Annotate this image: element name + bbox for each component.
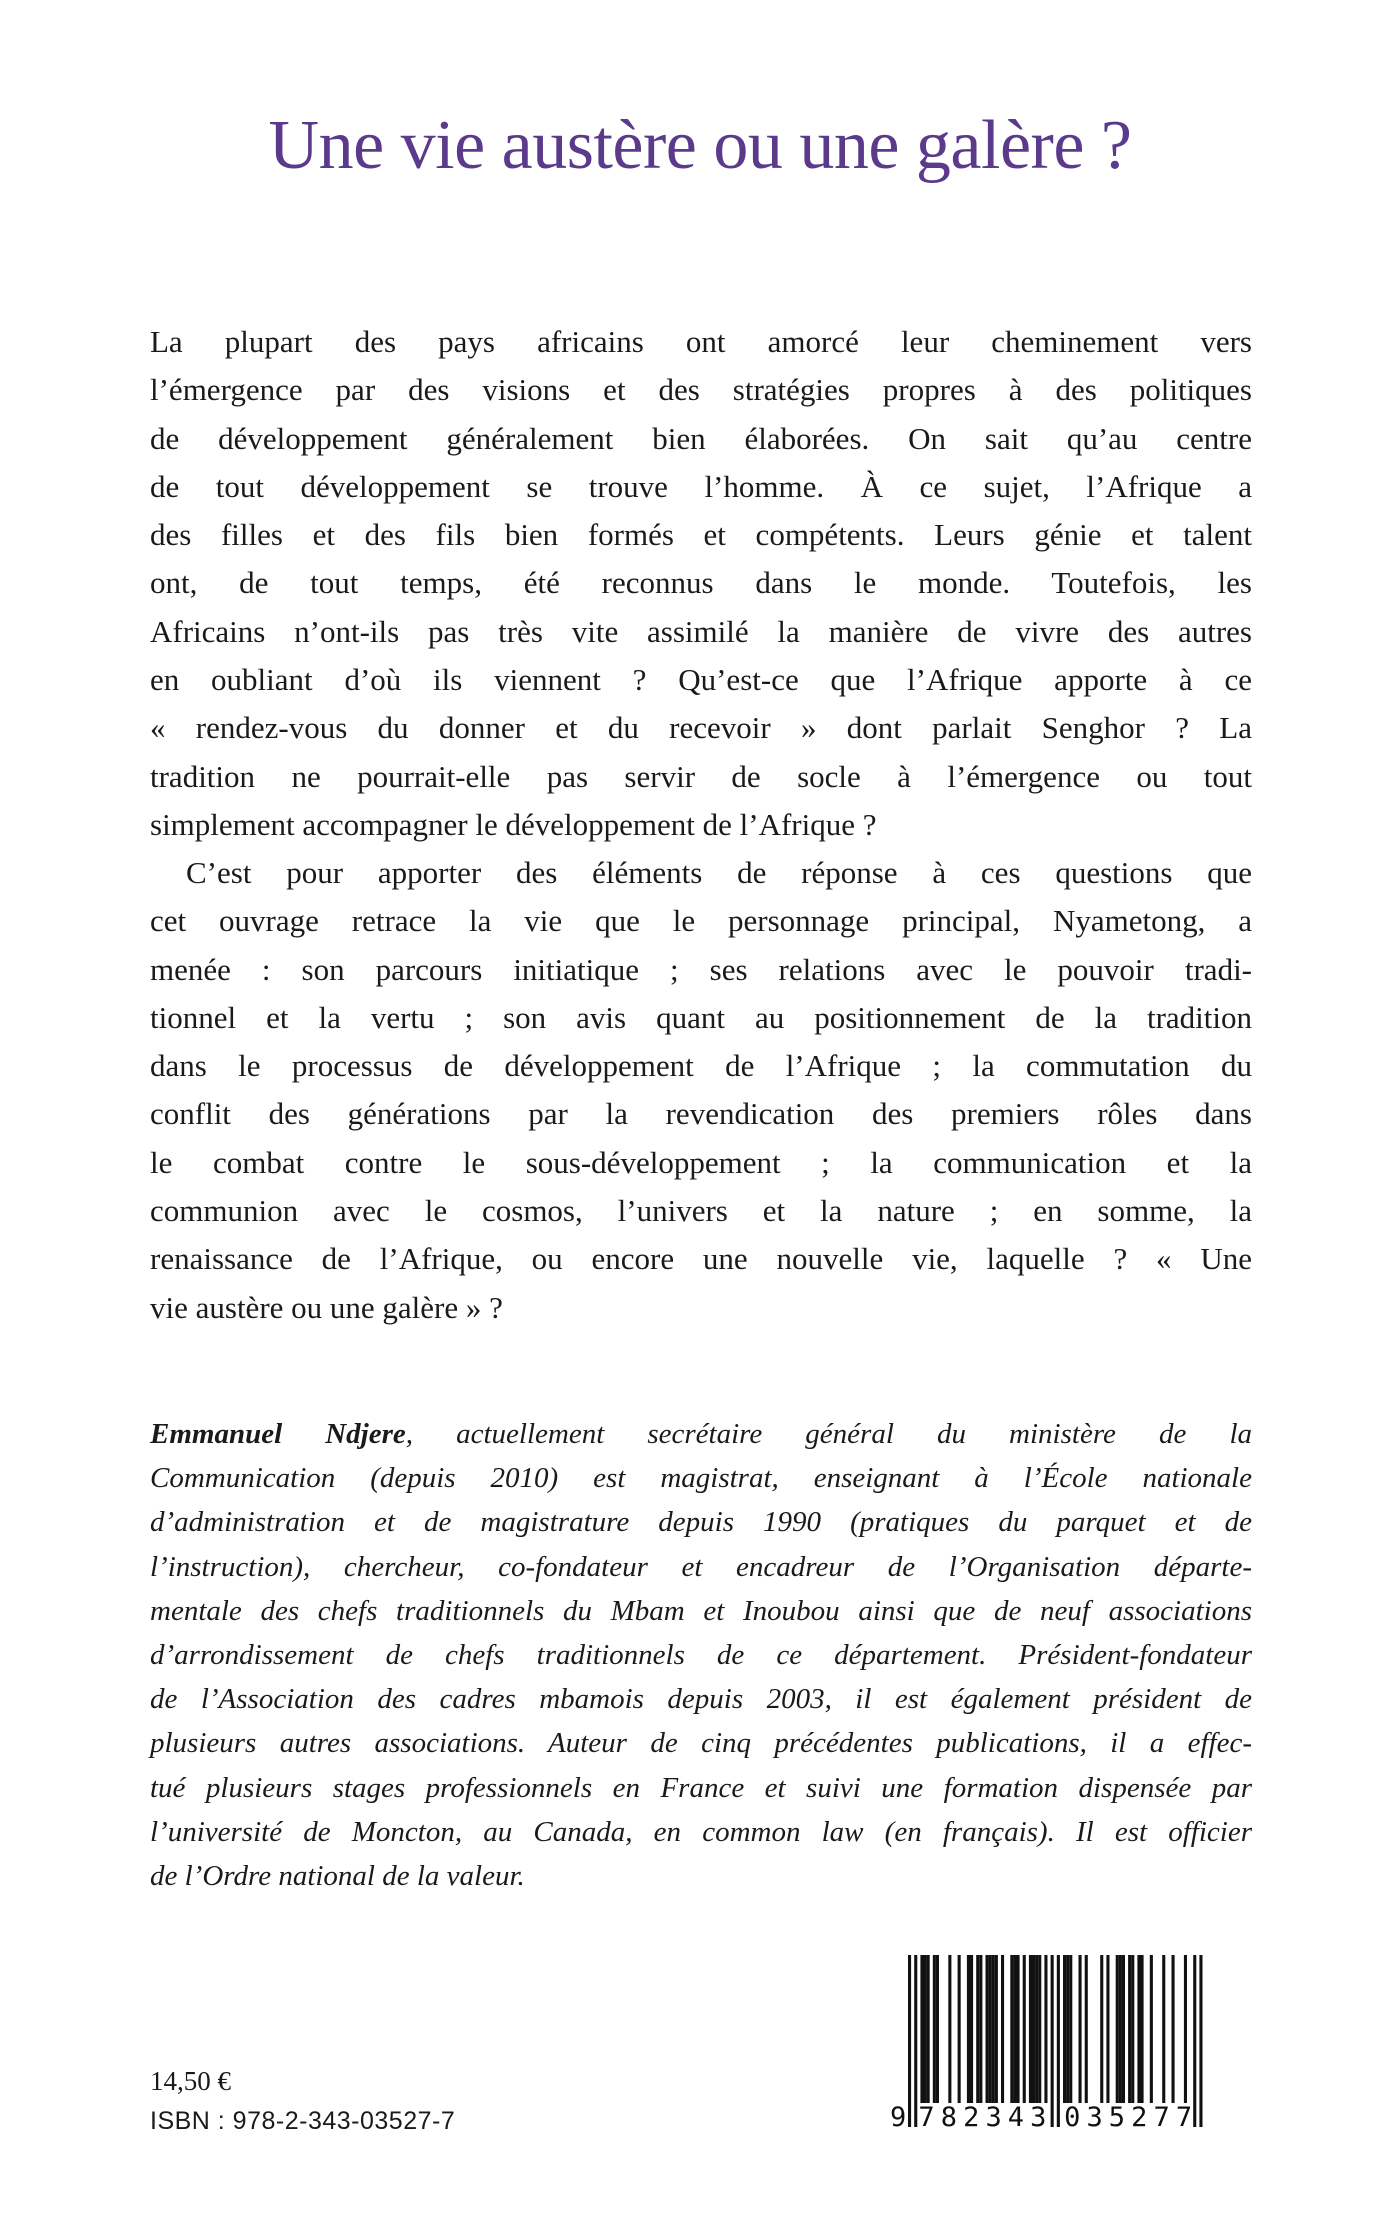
barcode-bar [1010,1955,1013,2103]
barcode-bar [1141,1955,1144,2103]
description-paragraph-1 [150,318,1252,849]
barcode-bar [1032,1955,1035,2103]
barcode-bar [992,1955,995,2103]
barcode-bar [1106,1955,1109,2103]
barcode-bar [1079,1955,1082,2103]
barcode-bar [1035,1955,1038,2103]
text-line: l’instruction), chercheur, co-fondateur et encadreur de l’Organisation départe- [150,1550,1252,1583]
text-line: d’administration et de magistrature depuis 1990 (pratiques du parquet et de [150,1506,1252,1539]
text-line: mentale des chefs traditionnels du Mbam et Inoubou ainsi que de neuf associations [150,1594,1252,1627]
text-line: de l’Association des cadres mbamois depuis 2003, il est également président de [150,1683,1252,1716]
text-line: C’est pour apporter des éléments de réponse à ces questions que [186,855,1252,890]
text-line: cet ouvrage retrace la vie que le personnage principal, Nyametong, a [150,903,1252,939]
isbn: ISBN : 978-2-343-03527-7 [150,2107,456,2135]
barcode-bar [1162,1955,1165,2103]
barcode-bar [936,1955,939,2103]
text-line: « rendez-vous du donner et du recevoir » dont parlait Senghor ? La [150,710,1252,746]
barcode-bar [927,1955,930,2103]
barcode-bar [914,1955,917,2127]
text-line: dans le processus de développement de l’Afrique ; la commutation du [150,1048,1252,1084]
text-line: La plupart des pays africains ont amorcé leur cheminement vers [150,324,1252,359]
barcode-digits: 9 [890,2102,907,2130]
barcode-bar [1001,1955,1004,2103]
text-line: tradition ne pourrait-elle pas servir de socle à l’émergence ou tout [150,758,1252,794]
barcode-bar [1069,1955,1072,2103]
barcode-bar [1119,1955,1122,2103]
text-line: de développement généralement bien élaborées. On sait qu’au centre [150,420,1252,456]
barcode-bar [979,1955,982,2103]
text-line: plusieurs autres associations. Auteur de cinq précédentes publications, il a effec- [150,1727,1252,1760]
barcode-bar [995,1955,998,2103]
barcode-bar [1100,1955,1103,2103]
barcode-bar [976,1955,979,2103]
text-line: l’émergence par des visions et des stratégies propres à des politiques [150,372,1252,408]
barcode-bar [1085,1955,1088,2103]
text-line: menée : son parcours initiatique ; ses relations avec le pouvoir tradi- [150,951,1252,987]
text-line: le combat contre le sous-développement ; la communication et la [150,1144,1252,1180]
text-line: communion avec le cosmos, l’univers et la nature ; en somme, la [150,1193,1252,1229]
barcode-bar [924,1955,927,2103]
barcode-bar [1029,1955,1032,2103]
text-line: vie austère ou une galère » ? [150,1289,503,1325]
author-name: Emmanuel Ndjere [150,1418,406,1450]
barcode-bar [970,1955,973,2103]
book-title: Une vie austère ou une galère ? [268,107,1132,184]
barcode-bar [1150,1955,1153,2103]
text-line: renaissance de l’Afrique, ou encore une nouvelle vie, laquelle ? « Une [150,1241,1252,1277]
text-line: Communication (depuis 2010) est magistrat, enseignant à l’École nationale [150,1462,1252,1495]
barcode-bar [967,1955,970,2103]
text-line: l’université de Moncton, au Canada, en common law (en français). Il est officier [150,1815,1252,1848]
text-line: en oubliant d’où ils viennent ? Qu’est-ce que l’Afrique apporte à ce [150,662,1252,698]
text-line: des filles et des fils bien formés et compétents. Leurs génie et talent [150,517,1252,553]
barcode-bar [1199,1955,1202,2127]
text-line: ont, de tout temps, été reconnus dans le monde. Toutefois, les [150,565,1252,601]
barcode-bar [1184,1955,1187,2103]
barcode-bar [1137,1955,1140,2103]
barcode-bar [933,1955,936,2103]
barcode-bar [1057,1955,1060,2127]
barcode-bar [1116,1955,1119,2103]
barcode-bar [1066,1955,1069,2103]
barcode-bar [908,1955,911,2127]
barcode-bar [1051,1955,1054,2127]
text-line: d’arrondissement de chefs traditionnels de ce département. Président-fondateur [150,1639,1252,1672]
bio-line [150,1412,1252,1456]
text-line: de l’Ordre national de la valeur. [150,1860,525,1893]
text-line: conflit des générations par la revendication des premiers rôles dans [150,1096,1252,1132]
barcode-bar [989,1955,992,2103]
barcode-bar [1017,1955,1020,2103]
barcode-bar [948,1955,951,2103]
barcode-bar [1122,1955,1125,2103]
price: 14,50 € [150,2066,231,2096]
barcode-digits: 035277 [1064,2102,1193,2130]
author-bio [150,1412,1252,1898]
barcode-bar [1038,1955,1041,2103]
barcode-bar [1013,1955,1016,2103]
barcode-bar [1172,1955,1175,2103]
text-line: tionnel et la vertu ; son avis quant au positionnement de la tradition [150,999,1252,1035]
text-line: simplement accompagner le développement de l’Afrique ? [150,806,877,842]
barcode-bar [1128,1955,1131,2103]
barcode-bar [1063,1955,1066,2103]
description-paragraph-2 [150,849,1252,1332]
text-line: tué plusieurs stages professionnels en France et suivi une formation dispensée par [150,1771,1252,1804]
text-line: de tout développement se trouve l’homme. À ce sujet, l’Afrique a [150,468,1252,504]
barcode-bar [986,1955,989,2103]
barcode-bar [958,1955,961,2103]
barcode-bar [1023,1955,1026,2103]
text-line: Africains n’ont-ils pas très vite assimilé la manière de vivre des autres [150,613,1252,649]
barcode-digits: 782343 [918,2102,1047,2130]
barcode-bar [920,1955,923,2103]
barcode-bar [1044,1955,1047,2103]
barcode-bar [1193,1955,1196,2127]
barcode-bar [1131,1955,1134,2103]
ean13-barcode [880,1950,1220,2130]
bio-first-line: , actuellement secrétaire général du ministère de la [405,1418,1253,1450]
